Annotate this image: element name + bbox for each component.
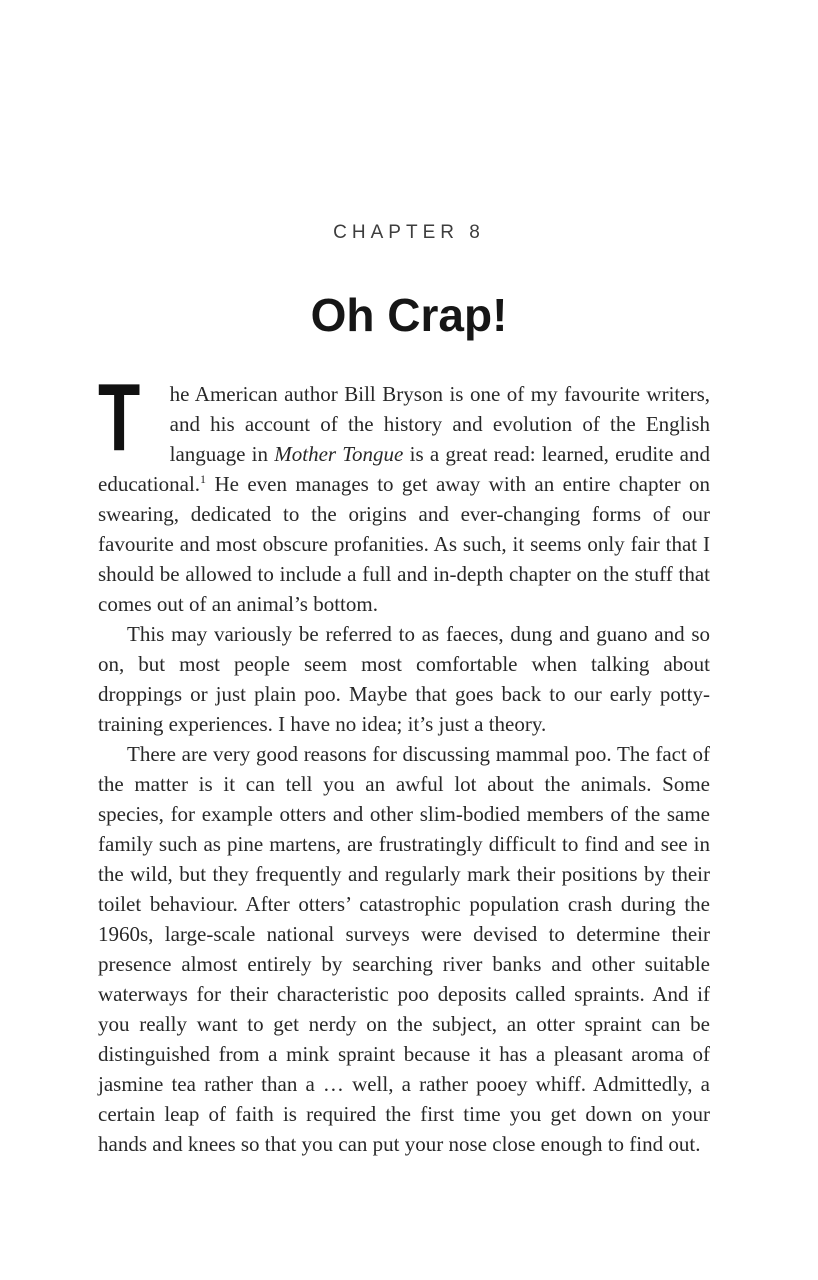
book-title-italic: Mother Tongue [274,442,404,466]
footnote-marker: 1 [200,472,207,486]
paragraph-1-text-post-italic: is a great read: learned, erudite and educational. [98,442,710,496]
chapter-label: CHAPTER 8 [333,222,485,243]
paragraph-1-text-pre-italic: he American author Bill Bryson is one of my favourite writers, and his account of the history and evolution of the English language in [169,382,710,466]
paragraph-1 [98,364,710,619]
paragraph-2: This may variously be referred to as faeces, dung and guano and so on, but most people seem most comfortable when talking about droppings or just plain poo. Maybe that goes back to our early potty-training experiences. I have no idea; it’s just a theory. [98,622,710,736]
paragraph-1-text-after-footnote: He even manages to get away with an entire chapter on swearing, dedicated to the origins and ever-changing forms of our favourite and most obscure profanities. As such, it seems only fair that I should be allowed to include a full and in-depth chapter on the stuff that comes out of an animal’s bottom. [98,472,710,616]
body-text [98,364,710,1159]
chapter-title: Oh Crap! [310,289,508,341]
paragraph-3: There are very good reasons for discussing mammal poo. The fact of the matter is it can tell you an awful lot about the animals. Some species, for example otters and other slim-bodied members of the same family such as pine martens, are frustratingly difficult to find and see in the wild, but they frequently and regularly mark their positions by their toilet behaviour. After otters’ catastrophic population crash during the 1960s, large-scale national surveys were devised to determine their presence almost entirely by searching river banks and other suitable waterways for their characteristic poo deposits called spraints. And if you really want to get nerdy on the subject, an otter spraint can be distinguished from a mink spraint because it has a pleasant aroma of jasmine tea rather than a … well, a rather pooey whiff. Admittedly, a certain leap of faith is required the first time you get down on your hands and knees so that you can put your nose close enough to find out. [98,742,710,1156]
drop-cap: T [98,364,141,471]
